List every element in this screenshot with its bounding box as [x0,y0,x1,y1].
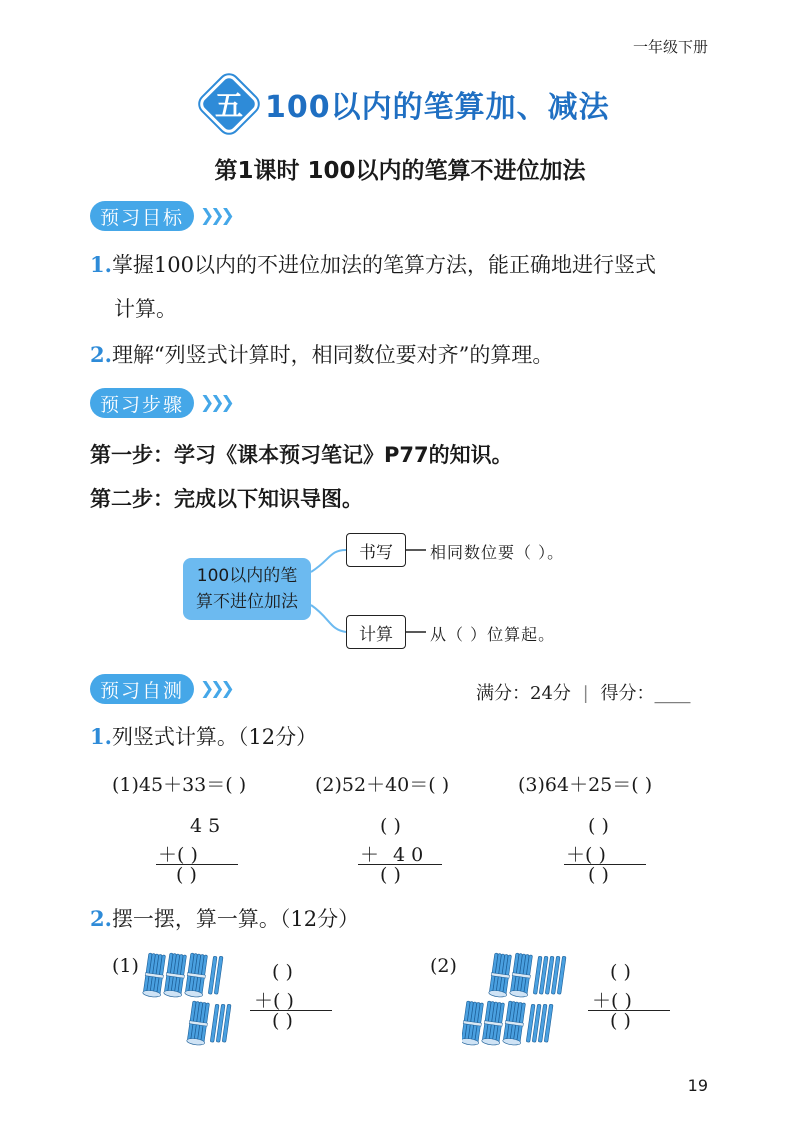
q1-problem-2: (2)52＋40＝( ) [315,774,450,796]
chevrons-icon: ❯❯❯ [200,206,231,226]
q1-problem-3: (3)64＋25＝( ) [518,774,653,796]
vcalc-3-result[interactable]: ( ) [588,864,609,886]
vcalc-1-result[interactable]: ( ) [176,864,197,886]
q2-part-1-label: (1) [112,955,139,977]
selftest-heading [90,674,231,704]
q2-1-mid[interactable]: ＋( ) [254,990,294,1012]
score-got[interactable]: 得分：____ [600,683,691,704]
mindmap-box-writing: 书写 [346,533,406,567]
vcalc-2-result[interactable]: ( ) [380,864,401,886]
chevrons-icon: ❯❯❯ [200,679,231,699]
q2-2-top[interactable]: ( ) [610,961,631,983]
vcalc-1-mid[interactable]: ＋( ) [158,844,198,866]
q2-2-row1-bundle-1 [488,953,512,998]
chevrons-icon: ❯❯❯ [200,393,231,413]
lesson-title: 第1课时 100以内的笔算不进位加法 [214,158,586,184]
q2-2-row2-bundle-2 [481,1001,505,1046]
q2-part-1-sticks [140,950,250,1050]
unit-number: 五 [214,89,243,122]
goal-item-1-cont: 计算。 [114,297,177,321]
mindmap-text-writing: 相同数位要（ ）。 [430,543,565,562]
q2-1-top[interactable]: ( ) [272,961,293,983]
mindmap-box-calc: 计算 [346,615,406,649]
page-number: 19 [687,1076,708,1095]
goals-pill: 预习目标 [90,201,194,231]
q2-2-row2-bundle-3 [502,1001,526,1046]
q2-1-result[interactable]: ( ) [272,1010,293,1032]
selftest-pill: 预习自测 [90,674,194,704]
steps-pill: 预习步骤 [90,388,194,418]
vcalc-1-top: 4 5 [190,815,221,837]
q2-part-2-label: (2) [430,955,457,977]
q2-1-row1-bundle-1 [142,953,166,998]
goal-item-1: 1.掌握100以内的不进位加法的笔算方法，能正确地进行竖式 [90,252,657,277]
score-line: 满分：24分 | 得分：____ [476,683,691,704]
step-2: 第二步：完成以下知识导图。 [90,487,363,511]
q2-2-row2-bundle-1 [462,1001,484,1046]
vcalc-3-top[interactable]: ( ) [588,815,609,837]
q1-title: 1.列竖式计算。（12分） [90,724,318,749]
vcalc-2-mid: ＋ 4 0 [360,844,424,866]
q2-2-result[interactable]: ( ) [610,1010,631,1032]
q2-1-row2-bundle-1 [186,1001,210,1046]
unit-title: 100以内的笔算加、减法 [265,90,610,125]
q2-1-row1-bundle-3 [184,953,208,998]
mindmap-root: 100以内的笔 算不进位加法 [183,558,311,620]
step-1: 第一步：学习《课本预习笔记》P77的知识。 [90,443,513,467]
vcalc-2-top[interactable]: ( ) [380,815,401,837]
goal-item-2: 2.理解“列竖式计算时，相同数位要对齐”的算理。 [90,342,554,367]
q2-1-row1-bundle-2 [163,953,187,998]
q2-part-2-sticks [462,950,582,1050]
score-full: 满分：24分 [476,683,571,704]
q2-2-mid[interactable]: ＋( ) [592,990,632,1012]
q2-2-row1-bundle-2 [509,953,533,998]
vcalc-1-line [156,864,238,865]
q2-title: 2.摆一摆，算一算。（12分） [90,906,360,931]
mindmap-text-calc: 从（ ）位算起。 [430,625,556,644]
grade-label: 一年级下册 [632,38,708,56]
vcalc-3-mid[interactable]: ＋( ) [566,844,606,866]
q1-problem-1: (1)45＋33＝( ) [112,774,247,796]
